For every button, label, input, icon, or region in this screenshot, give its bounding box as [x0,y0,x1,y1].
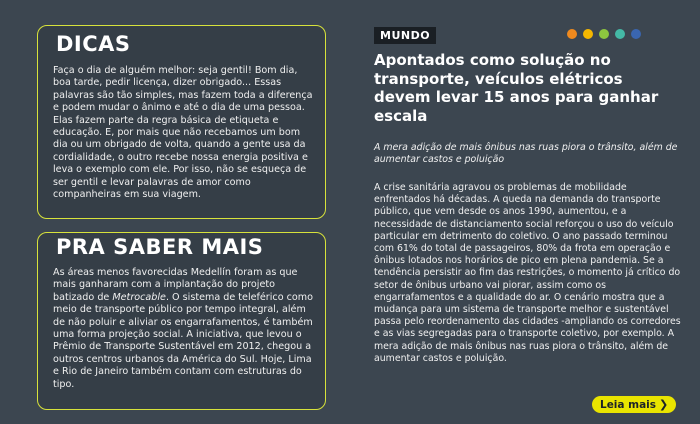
read-more-button[interactable] [592,396,676,413]
pra-saber-mais-text-italic: Metrocable [112,291,166,303]
read-more-label: Leia mais [600,398,657,411]
article-headline[interactable]: Apontados como solução no transporte, veículos elétricos devem levar 15 anos para ganhar escala [374,51,659,125]
color-dot-4 [615,29,625,39]
color-dot-1 [567,29,577,39]
pra-saber-mais-text-part1: As áreas menos favorecidas Medellín foram as que mais ganharam com a implantação do projeto batizado de [53,267,298,303]
article-subhead: A mera adição de mais ônibus nas ruas piora o trânsito, além de aumentar castos e poluição [374,142,678,165]
dicas-box [37,25,326,219]
color-dot-5 [631,29,641,39]
pra-saber-mais-text [53,267,314,391]
color-dots [567,29,641,39]
color-dot-3 [599,29,609,39]
pra-saber-mais-box [37,232,326,410]
section-tag[interactable]: MUNDO [374,27,436,44]
pra-saber-mais-text-part2: . O sistema de teleférico como meio de transporte público por tempo integral, além de não poluir e aliviar os engarrafamentos, é também uma forma projeção social. A iniciativa, que levou o Prêmio de Transporte Sustentável em 2012, chegou a outros centros urbanos da América do Sul. Hoje, Lima e Rio de Janeiro também contam com estruturas do tipo. [53,291,313,390]
pra-saber-mais-title: PRA SABER MAIS [52,235,267,259]
chevron-right-icon: ❯ [659,398,669,411]
dicas-text: Faça o dia de alguém melhor: seja gentil! Bom dia, boa tarde, pedir licença, dizer obrigado... Essas palavras são tão simples, mas fazem toda a diferença e podem mudar o ânimo e até o dia de uma pessoa. Elas fazem parte da regra básica de etiqueta e educação. E, por mais que não recebamos um bom dia ou um obrigado de volta, quando a gente usa da cordialidade, o outro recebe nossa energia positiva e leva o exemplo com ele. Por isso, não se esqueça de ser gentil e levar palavras de amor como companheiras em sua viagem. [53,65,313,201]
dicas-title: DICAS [52,32,135,56]
article-body: A crise sanitária agravou os problemas de mobilidade enfrentados há décadas. A queda na demanda do transporte público, que vem desde os anos 1990, aumentou, e a necessidade de distanciamento social reforçou o uso do veículo particular em detrimento do coletivo. O ano passado terminou com 61% do total de passageiros, 80% da frota em operação e ônibus lotados nos horários de pico em plena pandemia. Se a tendência persistir ao fim das restrições, o momento já crítico do setor de ônibus urbano vai piorar, assim como os engarrafamentos e a qualidade do ar. O cenário mostra que a mudança para um sistema de transporte melhor e sustentável passa pelo reordenamento das cidades -ampliando os corredores e as vias segregadas para o transporte coletivo, por exemplo. A mera adição de mais ônibus nas ruas piora o trânsito, além de aumentar castos e poluição. [374,182,681,364]
color-dot-2 [583,29,593,39]
